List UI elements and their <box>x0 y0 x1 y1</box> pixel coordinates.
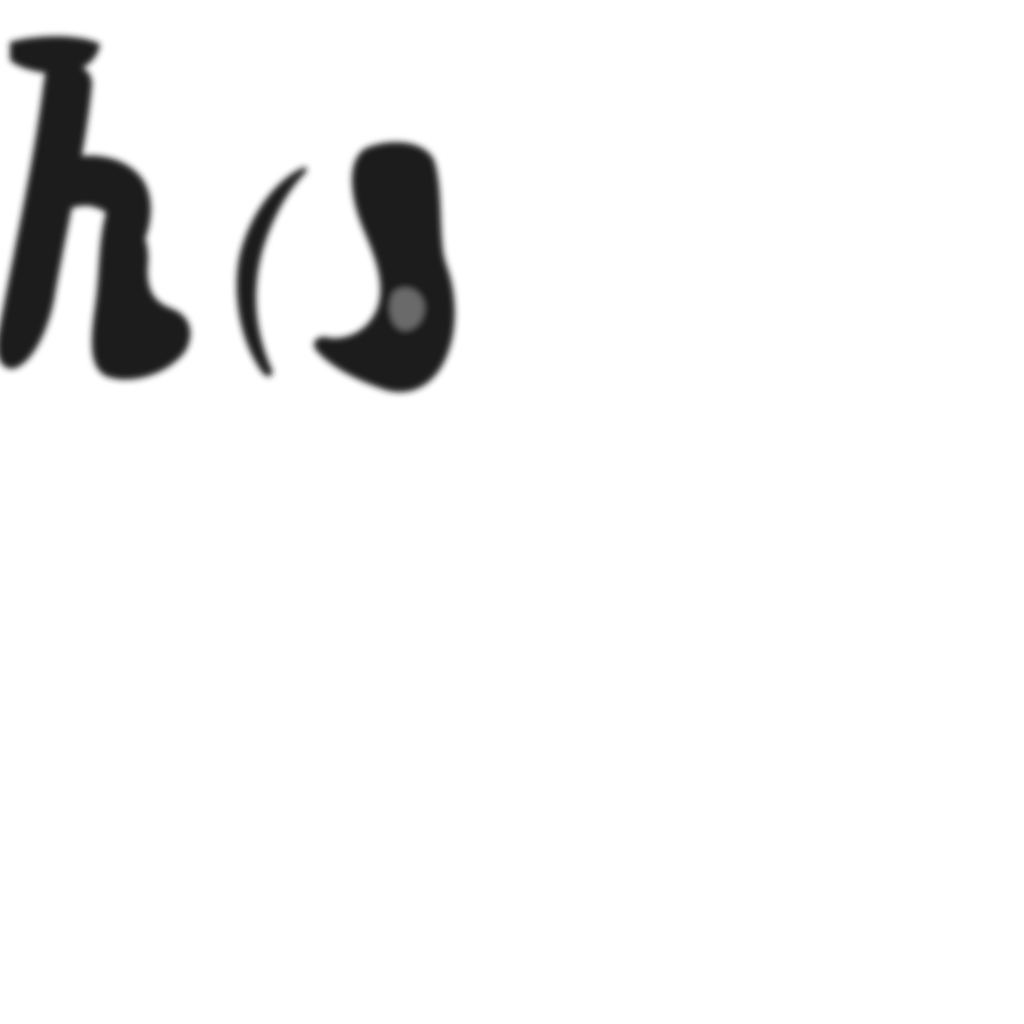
letter-h <box>0 36 190 379</box>
letter-a <box>237 142 455 392</box>
